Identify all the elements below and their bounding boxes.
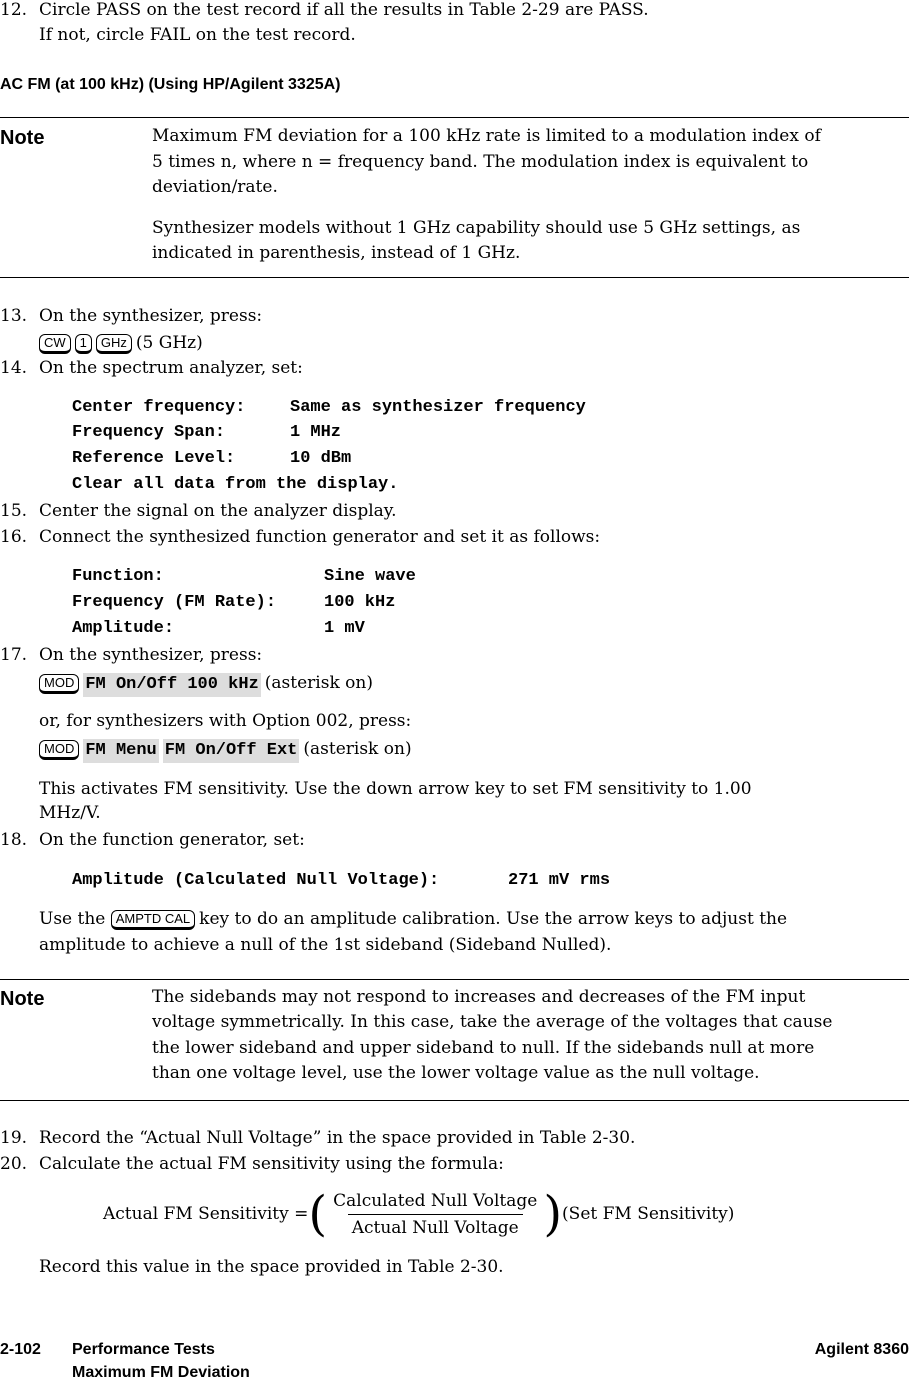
step-text: Record this value in the space provided in Table 2-30. <box>39 1257 504 1277</box>
step-text: On the spectrum analyzer, set: <box>39 358 303 378</box>
numerator: Calculated Null Voltage <box>333 1190 538 1211</box>
note-text: than one voltage level, use the lower voltage value as the null voltage. <box>152 1063 760 1083</box>
step-text: Center the signal on the analyzer display. <box>39 501 397 521</box>
note-text: The sidebands may not respond to increases and decreases of the FM input <box>152 987 806 1007</box>
divider <box>0 1100 909 1101</box>
note-text: Synthesizer models without 1 GHz capability should use 5 GHz settings, as <box>152 218 801 238</box>
fraction <box>329 1188 541 1241</box>
setting-value: 1 mV <box>324 619 365 638</box>
setting-value: 10 dBm <box>290 449 352 468</box>
text: key to do an amplitude calibration. Use the arrow keys to adjust the <box>199 909 788 929</box>
key-sequence <box>39 671 373 695</box>
mod-key[interactable]: MOD <box>39 740 79 760</box>
denominator: Actual Null Voltage <box>348 1214 523 1241</box>
divider <box>0 979 909 980</box>
note-text: the lower sideband and upper sideband to null. If the sidebands null at more <box>152 1038 815 1058</box>
divider <box>0 277 909 278</box>
footer-section: Performance Tests <box>72 1341 215 1358</box>
note-label: Note <box>0 988 45 1010</box>
footer-subsection: Maximum FM Deviation <box>72 1364 250 1380</box>
formula-lhs: Actual FM Sensitivity = <box>103 1204 309 1224</box>
setting-label: Function: <box>72 567 164 586</box>
step-text: On the synthesizer, press: <box>39 306 263 326</box>
note-text: indicated in parenthesis, instead of 1 GHz. <box>152 243 521 263</box>
section-heading: AC FM (at 100 kHz) (Using HP/Agilent 3325A) <box>0 76 341 93</box>
setting-value: 271 mV rms <box>508 871 611 890</box>
ghz-key[interactable]: GHz <box>96 334 132 354</box>
key-note: (asterisk on) <box>264 673 373 693</box>
setting-label: Reference Level: <box>72 449 236 468</box>
1-key[interactable]: 1 <box>75 334 92 354</box>
key-note: (5 GHz) <box>135 333 203 353</box>
setting-label: Frequency (FM Rate): <box>72 593 277 612</box>
key-sequence <box>39 331 203 355</box>
fm-on-off-100khz-softkey[interactable]: FM On/Off 100 kHz <box>83 673 260 697</box>
step-number: 13. <box>0 306 28 326</box>
step-number: 15. <box>0 501 28 521</box>
step-text: amplitude to achieve a null of the 1st sideband (Sideband Nulled). <box>39 935 612 955</box>
step-text: or, for synthesizers with Option 002, press: <box>39 711 412 731</box>
note-label: Note <box>0 127 45 149</box>
mod-key[interactable]: MOD <box>39 674 79 694</box>
step-text: Circle PASS on the test record if all the results in Table 2-29 are PASS. <box>39 0 649 20</box>
cw-key[interactable]: CW <box>39 334 71 354</box>
step-text: If not, circle FAIL on the test record. <box>39 25 356 45</box>
page-number: 2-102 <box>0 1341 41 1358</box>
paren: ) <box>543 1186 563 1242</box>
step-number: 17. <box>0 645 28 665</box>
formula <box>103 1182 734 1246</box>
key-note: (asterisk on) <box>303 739 412 759</box>
divider <box>0 117 909 118</box>
setting-value: Sine wave <box>324 567 416 586</box>
step-number: 14. <box>0 358 28 378</box>
fm-on-off-ext-softkey[interactable]: FM On/Off Ext <box>163 739 300 763</box>
note-text: voltage symmetrically. In this case, take the average of the voltages that cause <box>152 1012 833 1032</box>
step-text: Connect the synthesized function generator and set it as follows: <box>39 527 601 547</box>
setting-label: Center frequency: <box>72 398 246 417</box>
step-text: On the function generator, set: <box>39 830 305 850</box>
setting-value: 100 kHz <box>324 593 396 612</box>
step-number: 19. <box>0 1128 28 1148</box>
setting-value: 1 MHz <box>290 423 342 442</box>
step-number: 16. <box>0 527 28 547</box>
step-number: 20. <box>0 1154 28 1174</box>
step-text: Record the “Actual Null Voltage” in the space provided in Table 2-30. <box>39 1128 636 1148</box>
paren: ( <box>308 1186 328 1242</box>
step-text: This activates FM sensitivity. Use the down arrow key to set FM sensitivity to 1.00 <box>39 779 752 799</box>
formula-rhs: (Set FM Sensitivity) <box>562 1204 735 1224</box>
setting-instruction: Clear all data from the display. <box>72 475 399 494</box>
step-number: 12. <box>0 0 28 20</box>
setting-label: Amplitude (Calculated Null Voltage): <box>72 871 440 890</box>
step-text: MHz/V. <box>39 803 101 823</box>
setting-value: Same as synthesizer frequency <box>290 398 586 417</box>
setting-label: Amplitude: <box>72 619 175 638</box>
step-text: Calculate the actual FM sensitivity using the formula: <box>39 1154 504 1174</box>
note-text: Maximum FM deviation for a 100 kHz rate is limited to a modulation index of <box>152 126 821 146</box>
step-text <box>39 907 787 931</box>
note-text: 5 times n, where n = frequency band. The modulation index is equivalent to <box>152 152 809 172</box>
text: Use the <box>39 909 106 929</box>
step-number: 18. <box>0 830 28 850</box>
step-text: On the synthesizer, press: <box>39 645 263 665</box>
note-text: deviation/rate. <box>152 177 278 197</box>
amptd-cal-key[interactable]: AMPTD CAL <box>111 910 195 930</box>
fm-menu-softkey[interactable]: FM Menu <box>83 739 158 763</box>
setting-label: Frequency Span: <box>72 423 226 442</box>
footer-product: Agilent 8360 <box>814 1341 909 1358</box>
key-sequence <box>39 737 412 761</box>
